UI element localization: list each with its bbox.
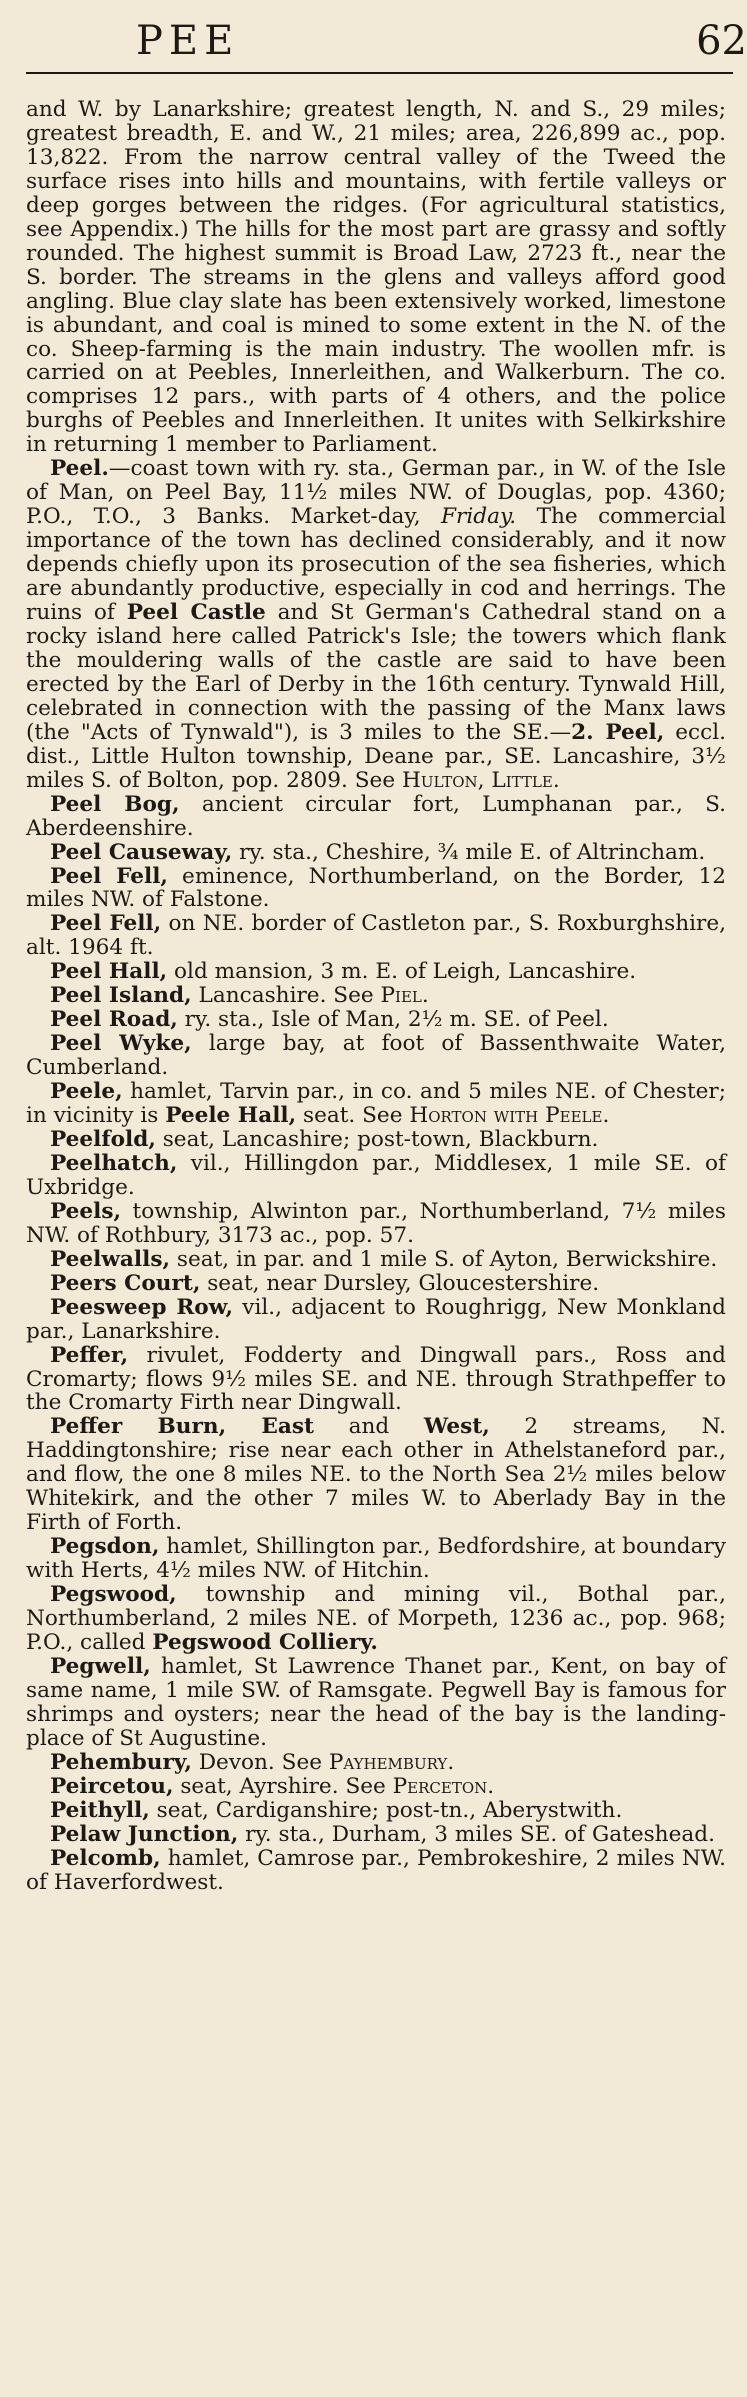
entry-headword: Peel. xyxy=(50,456,109,482)
entry-pehembury xyxy=(26,1751,726,1775)
entry-headword: Peel Hall, xyxy=(50,959,168,985)
entry-text: seat, Cardiganshire; post-tn., Aberystwith. xyxy=(149,1797,623,1823)
entry-peel-hall xyxy=(26,960,726,984)
entry-text: eccl. dist., Little Hulton township, Deane par., SE. Lancashire, 3½ miles S. of Bolton, pop. 2809. See xyxy=(26,719,726,793)
entry-headword: Peircetou, xyxy=(50,1773,174,1799)
entry-bold: Peele Hall, xyxy=(165,1103,297,1129)
entry-headword: Peffer, xyxy=(50,1342,129,1368)
entry-text: hamlet, Camrose par., Pembrokeshire, 2 miles NW. of Haverfordwest. xyxy=(26,1845,726,1895)
page-number: 62 xyxy=(696,18,747,64)
entry-bold: Pegswood Colliery. xyxy=(152,1630,378,1655)
entry-cross-reference: Perceton. xyxy=(392,1773,495,1799)
entry-peffer xyxy=(26,1344,726,1416)
entry-headword: Peel Fell, xyxy=(50,863,168,889)
entry-headword: Peel Causeway, xyxy=(50,839,233,865)
entry-text: vil., Hillingdon par., Middlesex, 1 mile SE. of Uxbridge. xyxy=(26,1150,726,1200)
entry-text: ancient circular fort, Lumphanan par., S. Aberdeenshire. xyxy=(26,791,726,841)
entry-text: large bay, at foot of Bassenthwaite Water, Cumberland. xyxy=(26,1031,726,1081)
entry-text: The commercial importance of the town has declined considerably, and it now depends chiefly upon its prosecution of the sea fisheries, which are abundantly productive, especially in cod and herrings. The ruins of xyxy=(26,504,727,626)
entry-headword: Peelhatch, xyxy=(50,1150,178,1176)
entry-text: township and mining vil., Bothal par., Northumberland, 2 miles NE. of Morpeth, 1236 ac., pop. 968; P.O., called xyxy=(26,1582,726,1655)
entry-bold: 2. Peel, xyxy=(571,719,665,745)
entry-peel-causeway xyxy=(26,841,726,865)
entry-pelaw-junction xyxy=(26,1823,726,1847)
entry-peele xyxy=(26,1080,726,1128)
entry-pegsdon xyxy=(26,1535,726,1583)
entry-peffer-burn xyxy=(26,1415,726,1535)
entry-headword: Pegsdon, xyxy=(50,1534,160,1560)
entry-bold: West, xyxy=(423,1414,490,1440)
entry-headword: Peel Road, xyxy=(50,1007,178,1033)
entry-headword: Peers Court, xyxy=(50,1270,201,1296)
page-header xyxy=(0,0,747,86)
entry-text: old mansion, 3 m. E. of Leigh, Lancashire. xyxy=(167,959,637,985)
entry-cross-reference: Piel. xyxy=(380,983,429,1009)
entry-text: seat. See xyxy=(296,1103,410,1129)
entry-text: 2 streams, N. Haddingtonshire; rise near each other in Athelstaneford par., and flow, the one 8 miles NE. to the North Sea 2½ miles below Whitekirk, and the other 7 miles W. to Aberlady Bay in the Firth of Forth. xyxy=(26,1414,726,1536)
continuation-paragraph: and W. by Lanarkshire; greatest length, N. and S., 29 miles; greatest breadth, E. and W., 21 miles; area, 226,899 ac., pop. 13,822. From the narrow central valley of the Tweed the surface rises into hills and mountains, with fertile valleys or deep gorges between the ridges. (For agricultural statistics, see Appendix.) The hills for the most part are grassy and softly rounded. The highest summit is Broad Law, 2723 ft., near the S. border. The streams in the glens and valleys afford good angling. Blue clay slate has been extensively worked, limestone is abundant, and coal is mined to some extent in the N. of the co. Sheep-farming is the main industry. The woollen mfr. is carried on at Peebles, Innerleithen, and Walkerburn. The co. comprises 12 pars., with parts of 4 others, and the police burghs of Peebles and Innerleithen. It unites with Selkirkshire in returning 1 member to Parliament. xyxy=(26,97,726,458)
entry-italic: Friday. xyxy=(441,504,517,530)
entry-headword: Peel Fell, xyxy=(50,911,162,937)
entry-headword: Peelfold, xyxy=(50,1126,156,1152)
entry-peels xyxy=(26,1200,726,1248)
entry-text: ry. sta., Cheshire, ¾ mile E. of Altrincham. xyxy=(232,839,706,865)
entry-headword: Peel Bog, xyxy=(50,791,180,817)
entry-pelcomb xyxy=(26,1847,726,1895)
entry-peel-island xyxy=(26,984,726,1008)
header-rule xyxy=(26,72,733,74)
entry-text: —coast town with ry. sta., German par., in W. of the Isle of Man, on Peel Bay, 11½ miles NW. of Douglas, pop. 4360; P.O., T.O., 3 Banks. Market-day, xyxy=(26,456,726,530)
entry-peircetou xyxy=(26,1775,726,1799)
entry-cross-reference: Payhembury. xyxy=(328,1749,455,1775)
entry-bold: Peel Castle xyxy=(126,600,266,626)
entry-headword: Pelcomb, xyxy=(50,1845,161,1871)
entry-text: eminence, Northumberland, on the Border, 12 miles NW. of Falstone. xyxy=(26,863,726,913)
entry-peel-fell-1 xyxy=(26,865,726,913)
entry-text: seat, in par. and 1 mile S. of Ayton, Berwickshire. xyxy=(170,1246,718,1272)
entry-headword: Pehembury, xyxy=(50,1749,192,1775)
entry-peel-wyke xyxy=(26,1032,726,1080)
entry-text: ry. sta., Durham, 3 miles SE. of Gateshead. xyxy=(238,1821,715,1847)
entry-text: hamlet, Tarvin par., in co. and 5 miles NE. of Chester; in vicinity is xyxy=(26,1079,726,1129)
entry-pegswood xyxy=(26,1583,726,1655)
entry-peel-bog xyxy=(26,793,726,841)
entry-peithyll xyxy=(26,1799,726,1823)
entry-headword: Peel Wyke, xyxy=(50,1031,192,1057)
entry-text: ry. sta., Isle of Man, 2½ m. SE. of Peel. xyxy=(177,1007,609,1033)
entry-peers-court xyxy=(26,1272,726,1296)
entry-text: township, Alwinton par., Northumberland, 7½ miles NW. of Rothbury, 3173 ac., pop. 57. xyxy=(26,1198,726,1248)
running-head: PEE xyxy=(136,18,240,64)
entry-text: on NE. border of Castleton par., S. Roxburghshire, alt. 1964 ft. xyxy=(26,911,726,961)
entry-text: hamlet, Shillington par., Bedfordshire, at boundary with Herts, 4½ miles NW. of Hitchin. xyxy=(26,1534,726,1584)
entry-headword: Peelwalls, xyxy=(50,1246,170,1272)
entry-headword: Peele, xyxy=(50,1079,123,1105)
entry-text: seat, near Dursley, Gloucestershire. xyxy=(200,1270,600,1296)
entry-text: and xyxy=(313,1414,424,1440)
entry-headword: Peels, xyxy=(50,1198,122,1224)
gazetteer-text xyxy=(26,98,726,1894)
entry-headword: Pegswood, xyxy=(50,1582,177,1608)
entry-peelwalls xyxy=(26,1248,726,1272)
entry-peel-road xyxy=(26,1008,726,1032)
entry-cross-reference: Horton with Peele. xyxy=(409,1103,610,1129)
entry-headword: Peesweep Row, xyxy=(50,1294,234,1320)
entry-headword: Peel Island, xyxy=(50,983,192,1009)
entry-text: seat, Lancashire; post-town, Blackburn. xyxy=(155,1126,599,1152)
entry-text: Lancashire. See xyxy=(191,983,381,1009)
entry-peelfold xyxy=(26,1128,726,1152)
entry-headword: Peithyll, xyxy=(50,1797,150,1823)
entry-headword: Peffer Burn, East xyxy=(50,1414,314,1440)
entry-peel-fell-2 xyxy=(26,912,726,960)
entry-peelhatch xyxy=(26,1152,726,1200)
entry-peel xyxy=(26,457,726,792)
entry-text: rivulet, Fodderty and Dingwall pars., Ross and Cromarty; flows 9½ miles SE. and NE. through Strathpeffer to the Cromarty Firth near Dingwall. xyxy=(26,1342,726,1416)
entry-text: hamlet, St Lawrence Thanet par., Kent, on bay of same name, 1 mile SW. of Ramsgate. Pegwell Bay is famous for shrimps and oysters; near the head of the bay is the landing-place of St Augustine. xyxy=(26,1653,726,1751)
entry-headword: Pegwell, xyxy=(50,1653,151,1679)
entry-pegwell xyxy=(26,1655,726,1751)
entry-text: Devon. See xyxy=(191,1749,329,1775)
entry-text: seat, Ayrshire. See xyxy=(173,1773,393,1799)
entry-peesweep-row xyxy=(26,1296,726,1344)
entry-headword: Pelaw Junction, xyxy=(50,1821,239,1847)
entry-text: vil., adjacent to Roughrigg, New Monkland par., Lanarkshire. xyxy=(26,1294,727,1344)
entry-text: and St German's Cathedral stand on a rocky island here called Patrick's Isle; the towers which flank the mouldering walls of the castle are said to have been erected by the Earl of Derby in the 16th century. Tynwald Hill, celebrated in connection with the passing of the Manx laws (the "Acts of Tynwald"), is 3 miles to the SE.— xyxy=(26,600,726,745)
entry-cross-reference: Hulton, Little. xyxy=(401,767,560,793)
